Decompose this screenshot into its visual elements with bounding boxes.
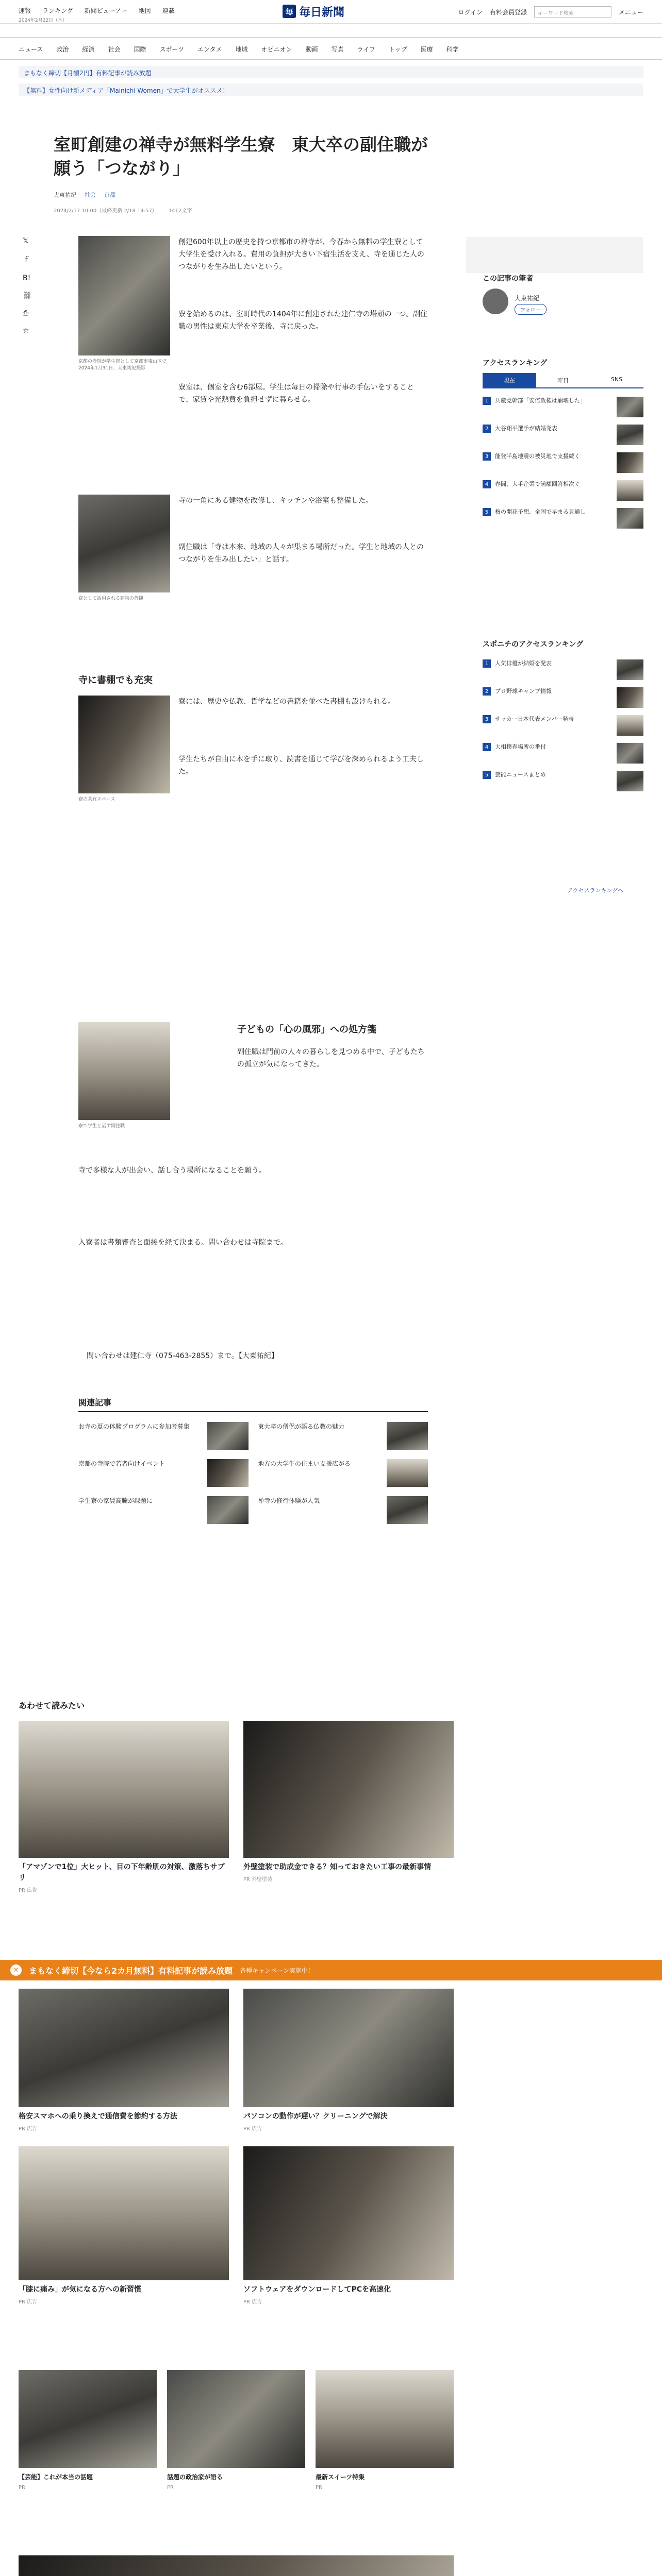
rank-number: 1 — [483, 397, 491, 405]
card-image — [167, 2370, 305, 2468]
list-item[interactable]: お寺の夏の体験プログラムに参加者募集 — [78, 1422, 249, 1450]
card-image — [243, 1989, 454, 2107]
category-item[interactable]: 科学 — [446, 46, 459, 53]
list-item[interactable]: 禅寺の修行体験が人気 — [258, 1496, 428, 1524]
rank-number: 5 — [483, 771, 491, 779]
category-item[interactable]: 医療 — [420, 46, 433, 53]
category-item[interactable]: 政治 — [56, 46, 69, 53]
banner-subtext: 各種キャンペーン実施中！ — [240, 1967, 314, 1974]
category-item[interactable]: エンタメ — [197, 46, 222, 53]
article-paragraph: 寺で多様な人が出会い、話し合う場所になることを願う。 — [78, 1166, 266, 1175]
recommend-card[interactable]: 話題の政治家が語る PR — [167, 2370, 305, 2490]
category-item[interactable]: トップ — [388, 46, 407, 53]
thumbnail — [387, 1496, 428, 1524]
register-link[interactable]: 有料会員登録 — [489, 8, 527, 16]
recommend-card[interactable]: 【芸能】これが本当の話題 PR — [19, 2370, 157, 2490]
category-item[interactable]: 社会 — [108, 46, 121, 53]
thumbnail — [617, 743, 643, 764]
author-name[interactable]: 大東祐紀 — [515, 295, 540, 302]
photo-caption: 寮で学生と話す副住職 — [78, 1124, 125, 1129]
recommend-grid — [19, 1721, 454, 1893]
list-item[interactable]: 5 芸能ニュースまとめ — [483, 771, 643, 791]
list-item[interactable]: 1 共産党幹部「安倍政権は崩壊した」 — [483, 397, 643, 417]
article-photo — [78, 236, 170, 355]
rank-number: 2 — [483, 687, 491, 696]
rank-number: 5 — [483, 508, 491, 516]
nav-item[interactable]: 速報 — [19, 7, 31, 14]
share-buttons — [23, 237, 32, 335]
section-heading: 寺に書棚でも充実 — [78, 675, 153, 686]
author-heading: この記事の筆者 — [483, 275, 533, 283]
access-ranking-list — [483, 397, 643, 536]
logo-mark: 毎 — [283, 5, 296, 18]
category-item[interactable]: 写真 — [331, 46, 344, 53]
close-icon[interactable]: ✕ — [10, 1964, 22, 1976]
category-item[interactable]: ライフ — [357, 46, 375, 53]
section-heading: 子どもの「心の風邪」への処方箋 — [237, 1024, 376, 1035]
print-icon[interactable]: ⎙ — [23, 309, 29, 317]
rank-number: 2 — [483, 425, 491, 433]
list-item[interactable]: 3 能登半島地震の被災地で支援続く — [483, 452, 643, 473]
article-paragraph: 寮には、歴史や仏教、哲学などの書籍を並べた書棚も設けられる。 — [178, 698, 395, 706]
hatena-icon[interactable]: B! — [23, 274, 31, 282]
thumbnail — [617, 508, 643, 529]
thumbnail — [207, 1422, 249, 1450]
card-image — [19, 2370, 157, 2468]
tag-link[interactable]: 社会 — [85, 192, 96, 198]
related-heading: 関連記事 — [78, 1396, 428, 1412]
list-item[interactable]: 1 人気俳優が結婚を発表 — [483, 659, 643, 680]
tab-sns[interactable]: SNS — [610, 376, 623, 383]
ranking-tabs — [483, 373, 643, 388]
list-item[interactable]: 2 大谷翔平選手が結婚発表 — [483, 425, 643, 445]
list-item[interactable]: 学生寮の家賃高騰が課題に — [78, 1496, 249, 1524]
article-paragraph: 学生たちが自由に本を手に取り、読書を通じて学びを深められるよう工夫した。 — [178, 755, 424, 776]
article-paragraph: 副住職は「寺は本来、地域の人々が集まる場所だった。学生と地域の人とのつながりを生み出したい」と話す。 — [178, 543, 424, 564]
notice-banner[interactable]: 【無料】女性向け新メディア「Mainichi Women」で大学生がオススメ！ — [19, 83, 643, 96]
article-photo — [78, 495, 170, 592]
recommend-card[interactable]: ソフトウェアをダウンロードしてPCを高速化 PR 広告 — [243, 2146, 454, 2305]
list-item[interactable]: 2 プロ野球キャンプ情報 — [483, 687, 643, 708]
list-item[interactable]: 京都の寺院で若者向けイベント — [78, 1459, 249, 1487]
related-list — [78, 1422, 428, 1524]
thumbnail — [387, 1422, 428, 1450]
rank-number: 3 — [483, 715, 491, 723]
tab-yesterday[interactable]: 昨日 — [557, 377, 569, 384]
article-paragraph: 寮を始めるのは、室町時代の1404年に創建された建仁寺の塔頭の一つ。副住職の男性は東京大学を卒業後、寺に戻った。 — [178, 310, 428, 331]
card-image — [243, 1721, 454, 1858]
thumbnail — [617, 771, 643, 791]
article-paragraph: 寺の一角にある建物を改修し、キッチンや浴室も整備した。 — [178, 497, 373, 505]
recommend-card[interactable]: 最新スイーツ特集 PR — [316, 2370, 454, 2490]
rank-number: 1 — [483, 659, 491, 668]
char-count: 1412文字 — [168, 208, 192, 214]
category-item[interactable]: 地域 — [235, 46, 248, 53]
nav-item[interactable]: 連載 — [162, 7, 175, 14]
thumbnail — [617, 480, 643, 501]
notice-banner[interactable]: まもなく締切【月額2円】有料記事が読み放題 — [19, 66, 643, 78]
article-title: 室町創建の禅寺が無料学生寮 東大卒の副住職が願う「つながり」 — [54, 134, 428, 178]
rank-number: 4 — [483, 743, 491, 751]
facebook-icon[interactable]: ｆ — [23, 256, 30, 264]
card-image — [243, 2146, 454, 2280]
follow-button[interactable]: フォロー — [515, 304, 547, 315]
site-logo[interactable] — [283, 4, 379, 19]
thumbnail — [617, 715, 643, 736]
category-item[interactable]: 経済 — [82, 46, 95, 53]
article-dates — [54, 206, 192, 214]
article-paragraph: 入寮者は書類審査と面接を経て決まる。問い合わせは寺院まで。 — [78, 1239, 288, 1247]
card-image — [19, 1721, 229, 1858]
nav-item[interactable]: ランキング — [42, 7, 73, 14]
sponichi-ranking-list — [483, 659, 643, 799]
rank-number: 4 — [483, 480, 491, 488]
card-image — [19, 1989, 229, 2107]
current-date: 2024年2月22日（木） — [19, 18, 68, 23]
thumbnail — [207, 1496, 249, 1524]
card-image — [19, 2146, 229, 2280]
header-actions — [458, 6, 643, 18]
list-item[interactable]: 地方の大学生の住まい支援広がる — [258, 1459, 428, 1487]
ranking-more-link[interactable]: アクセスランキングへ — [567, 887, 624, 894]
recommend-card[interactable]: パソコンの動作が遅い？クリーニングで解決 PR 広告 — [243, 1989, 454, 2132]
recommend-card[interactable]: 格安スマホへの乗り換えで通信費を節約する方法 PR 広告 — [19, 1989, 229, 2132]
publish-date: 2024/2/17 10:00（最終更新 2/18 14:57） — [54, 208, 157, 214]
nav-item[interactable]: 地図 — [138, 7, 151, 14]
tag-link[interactable]: 京都 — [104, 192, 115, 198]
article-paragraph: 寮室は、個室を含む6部屋。学生は毎日の掃除や行事の手伝いをすることで、家賃や光熱費を負担せずに暮らせる。 — [178, 383, 414, 404]
thumbnail — [617, 397, 643, 417]
category-item[interactable]: ニュース — [19, 46, 43, 53]
category-item[interactable]: 国際 — [134, 46, 146, 53]
avatar[interactable] — [483, 289, 508, 314]
subscription-banner[interactable] — [0, 1960, 662, 1980]
article-paragraph: 副住職は門前の人々の暮らしを見つめる中で、子どもたちの孤立が気になってきた。 — [237, 1048, 425, 1069]
list-item[interactable]: 3 サッカー日本代表メンバー発表 — [483, 715, 643, 736]
recommend-thumbs — [19, 2370, 454, 2490]
login-link[interactable]: ログイン — [458, 8, 483, 16]
list-item[interactable]: 4 大相撲春場所の番付 — [483, 743, 643, 764]
photo-caption: 寮の共有スペース — [78, 797, 115, 802]
contact-info: 問い合わせは建仁寺（075-463-2855）まで。【大東祐紀】 — [87, 1352, 278, 1360]
recommend-card[interactable]: 「膝に痛み」が気になる方への新習慣 PR 広告 — [19, 2146, 229, 2305]
x-icon[interactable]: 𝕏 — [23, 237, 29, 245]
thumbnail — [617, 659, 643, 680]
photo-caption: 寮として活用される建物の外観 — [78, 596, 144, 601]
category-item[interactable]: スポーツ — [159, 46, 184, 53]
banner-text: まもなく締切【今なら2カ月無料】有料記事が読み放題 — [29, 1965, 233, 1976]
author-link[interactable]: 大東祐紀 — [54, 192, 76, 198]
category-item[interactable]: オピニオン — [261, 46, 292, 53]
link-icon[interactable]: ⛓ — [23, 292, 32, 300]
thumbnail — [617, 687, 643, 708]
list-item[interactable]: 5 桜の開花予想、全国で早まる見通し — [483, 508, 643, 529]
menu-button[interactable]: メニュー — [618, 8, 643, 16]
thumbnail — [617, 452, 643, 473]
nav-item[interactable]: 新聞ビューアー — [84, 7, 127, 14]
rank-number: 3 — [483, 452, 491, 461]
category-item[interactable]: 動画 — [305, 46, 318, 53]
logo-text: 毎日新聞 — [299, 5, 345, 19]
recommend-card[interactable]: 外壁塗装で助成金できる？知っておきたい工事の最新事情 PR 外壁塗装 — [243, 1721, 454, 1893]
photo-caption: 京都の寺院が学生寮として京都市東山区で2024年1月31日、大東祐紀撮影 — [78, 359, 167, 371]
top-nav — [19, 6, 175, 15]
recommend-card[interactable]: 「アマゾンで1位」大ヒット、目の下年齢肌の対策、激落ちサプリ PR 広告 — [19, 1721, 229, 1893]
recommend-grid — [19, 1989, 454, 2305]
category-nav — [0, 37, 662, 60]
recommend-heading: あわせて読みたい — [19, 1701, 85, 1710]
search-input[interactable]: キーワード検索 — [534, 6, 611, 18]
article-photo — [78, 696, 170, 793]
article-meta — [54, 191, 115, 199]
thumbnail — [207, 1459, 249, 1487]
thumbnail — [387, 1459, 428, 1487]
bookmark-icon[interactable]: ☆ — [23, 327, 29, 335]
ad-slot — [466, 237, 643, 273]
sponichi-ranking-heading: スポニチのアクセスランキング — [483, 640, 584, 649]
top-bar — [0, 0, 662, 24]
article-paragraph: 創建600年以上の歴史を持つ京都市の禅寺が、今春から無料の学生寮として大学生を受け入れる。費用の負担が大きい下宿生活を支え、寺を通じた人のつながりを生み出したいという。 — [178, 238, 424, 271]
ad-image[interactable] — [19, 2555, 454, 2576]
article-photo — [78, 1022, 170, 1120]
access-ranking-heading: アクセスランキング — [483, 359, 548, 367]
thumbnail — [617, 425, 643, 445]
list-item[interactable]: 東大卒の僧侶が語る仏教の魅力 — [258, 1422, 428, 1450]
tab-now[interactable]: 現在 — [483, 373, 536, 387]
list-item[interactable]: 4 春闘、大手企業で満額回答相次ぐ — [483, 480, 643, 501]
card-image — [316, 2370, 454, 2468]
